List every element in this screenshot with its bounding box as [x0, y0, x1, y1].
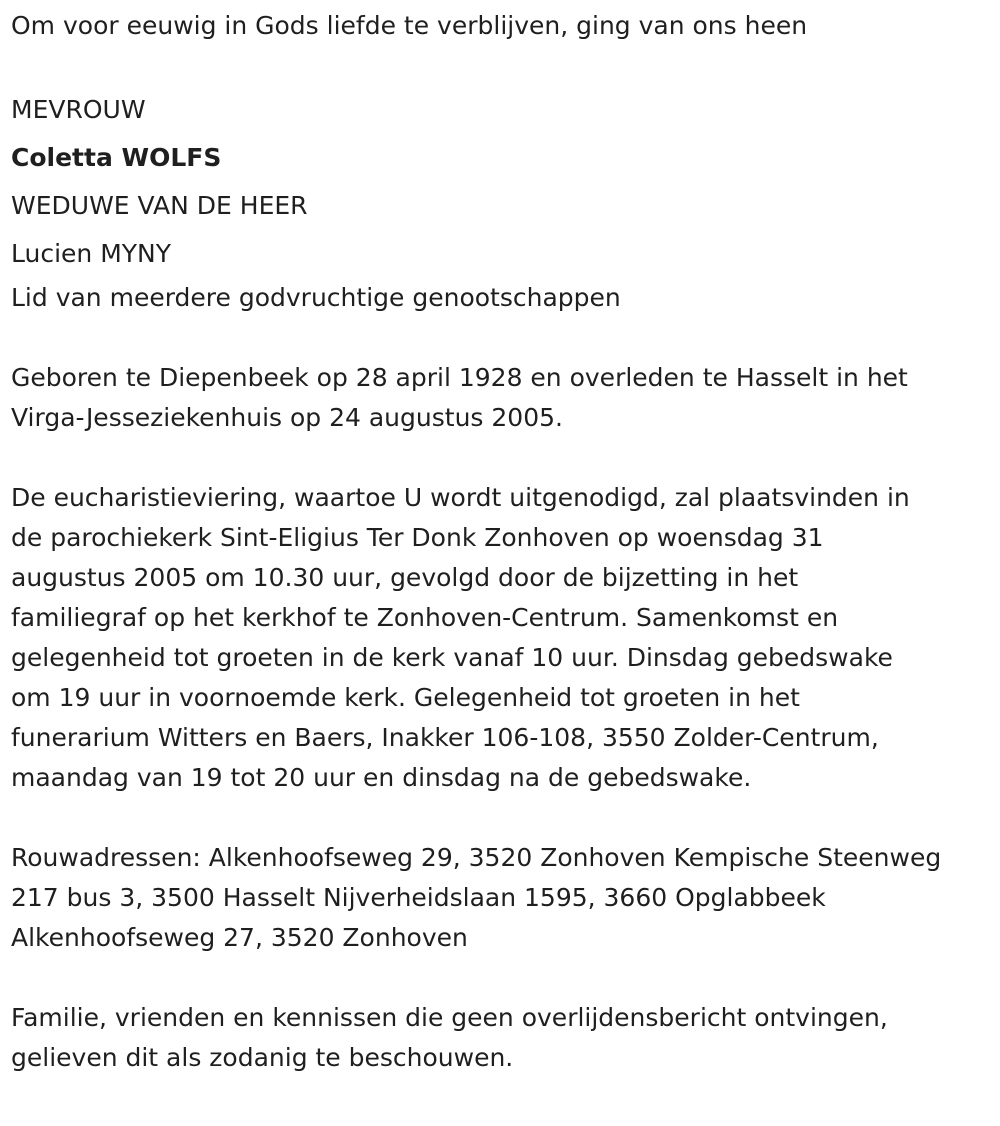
closing-line: Familie, vrienden en kennissen die geen overlijdensbericht ontvingen,	[11, 1003, 888, 1032]
service-line: de parochiekerk Sint-Eligius Ter Donk Zonhoven op woensdag 31	[11, 523, 824, 552]
closing-paragraph	[11, 998, 992, 1078]
closing-line: gelieven dit als zodanig te beschouwen.	[11, 1043, 514, 1072]
service-line: gelegenheid tot groeten in de kerk vanaf 10 uur. Dinsdag gebedswake	[11, 643, 893, 672]
service-line: funerarium Witters en Baers, Inakker 106-108, 3550 Zolder-Centrum,	[11, 723, 879, 752]
service-line: maandag van 19 tot 20 uur en dinsdag na de gebedswake.	[11, 763, 752, 792]
deceased-name: Coletta WOLFS	[11, 143, 222, 172]
relation-text: WEDUWE VAN DE HEER	[11, 191, 308, 220]
deceased-block	[11, 86, 992, 278]
addresses-paragraph	[11, 838, 992, 958]
spouse-name: Lucien MYNY	[11, 239, 172, 268]
address-line: 217 bus 3, 3500 Hasselt Nijverheidslaan 1595, 3660 Opglabbeek	[11, 883, 826, 912]
address-line: Rouwadressen: Alkenhoofseweg 29, 3520 Zonhoven Kempische Steenweg	[11, 843, 942, 872]
membership-text: Lid van meerdere godvruchtige genootschappen	[11, 283, 621, 312]
service-line: om 19 uur in voornoemde kerk. Gelegenheid tot groeten in het	[11, 683, 800, 712]
service-line: familiegraf op het kerkhof te Zonhoven-Centrum. Samenkomst en	[11, 603, 839, 632]
service-paragraph	[11, 478, 992, 798]
service-line: De eucharistieviering, waartoe U wordt uitgenodigd, zal plaatsvinden in	[11, 483, 910, 512]
intro-text: Om voor eeuwig in Gods liefde te verblijven, ging van ons heen	[11, 11, 808, 40]
address-line: Alkenhoofseweg 27, 3520 Zonhoven	[11, 923, 468, 952]
service-line: augustus 2005 om 10.30 uur, gevolgd door de bijzetting in het	[11, 563, 799, 592]
salutation: MEVROUW	[11, 95, 146, 124]
birth-death-paragraph	[11, 358, 992, 438]
birth-death-line: Geboren te Diepenbeek op 28 april 1928 en overleden te Hasselt in het	[11, 363, 908, 392]
birth-death-line: Virga-Jesseziekenhuis op 24 augustus 2005.	[11, 403, 563, 432]
